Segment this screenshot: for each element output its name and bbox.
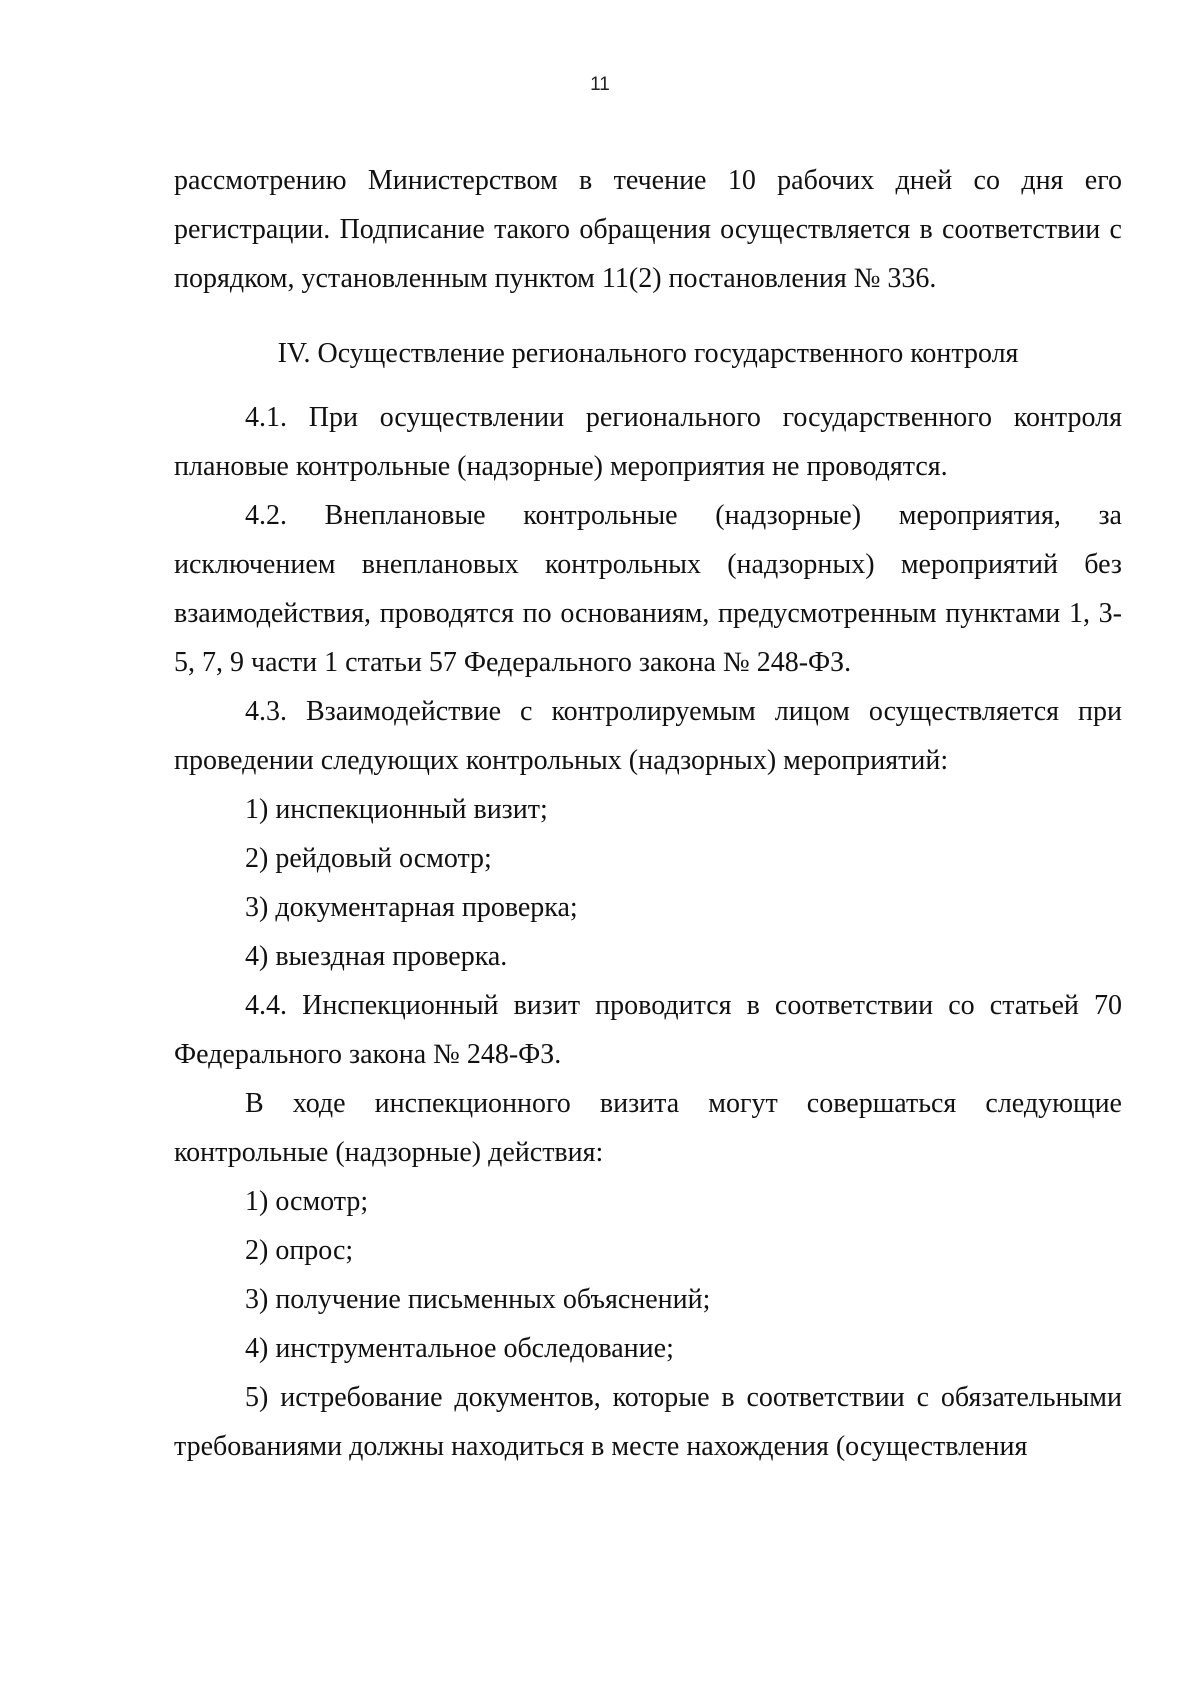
page-number: 11 (590, 74, 610, 95)
list-item: 2) рейдовый осмотр; (245, 843, 492, 874)
actions-list (174, 1177, 1122, 1373)
section-heading: IV. Осуществление регионального государственного контроля (277, 338, 1019, 369)
list-item: 1) осмотр; (245, 1186, 369, 1217)
list-item: 3) получение письменных объяснений; (245, 1284, 711, 1315)
paragraph-4-2: 4.2. Внеплановые контрольные (надзорные) мероприятия, за исключением внеплановых контрольных (надзорных) мероприятий без взаимодействия, проводятся по основаниям, предусмотренным пунктами 1, 3-5, 7, 9 части 1 статьи 57 Федерального закона № 248-ФЗ. (174, 500, 1122, 678)
list-item: 1) инспекционный визит; (245, 794, 548, 825)
paragraph-4-3: 4.3. Взаимодействие с контролируемым лицом осуществляется при проведении следующих контрольных (надзорных) мероприятий: (174, 696, 1122, 776)
list-item: 4) выездная проверка. (245, 941, 508, 972)
paragraph-actions-intro: В ходе инспекционного визита могут совершаться следующие контрольные (надзорные) действия: (174, 1088, 1122, 1168)
events-list (174, 785, 1122, 981)
page-content (174, 156, 1122, 1471)
paragraph-documents-request: 5) истребование документов, которые в соответствии с обязательными требованиями должны находиться в месте нахождения (осуществления (174, 1382, 1122, 1462)
list-item: 2) опрос; (245, 1235, 354, 1266)
intro-paragraph: рассмотрению Министерством в течение 10 рабочих дней со дня его регистрации. Подписание такого обращения осуществляется в соответствии с порядком, установленным пунктом 11(2) постановления № 336. (174, 165, 1122, 294)
paragraph-4-4: 4.4. Инспекционный визит проводится в соответствии со статьей 70 Федерального закона № 248-ФЗ. (174, 990, 1122, 1070)
list-item: 4) инструментальное обследование; (245, 1333, 674, 1364)
list-item: 3) документарная проверка; (245, 892, 578, 923)
paragraph-4-1: 4.1. При осуществлении регионального государственного контроля плановые контрольные (надзорные) мероприятия не проводятся. (174, 402, 1122, 482)
